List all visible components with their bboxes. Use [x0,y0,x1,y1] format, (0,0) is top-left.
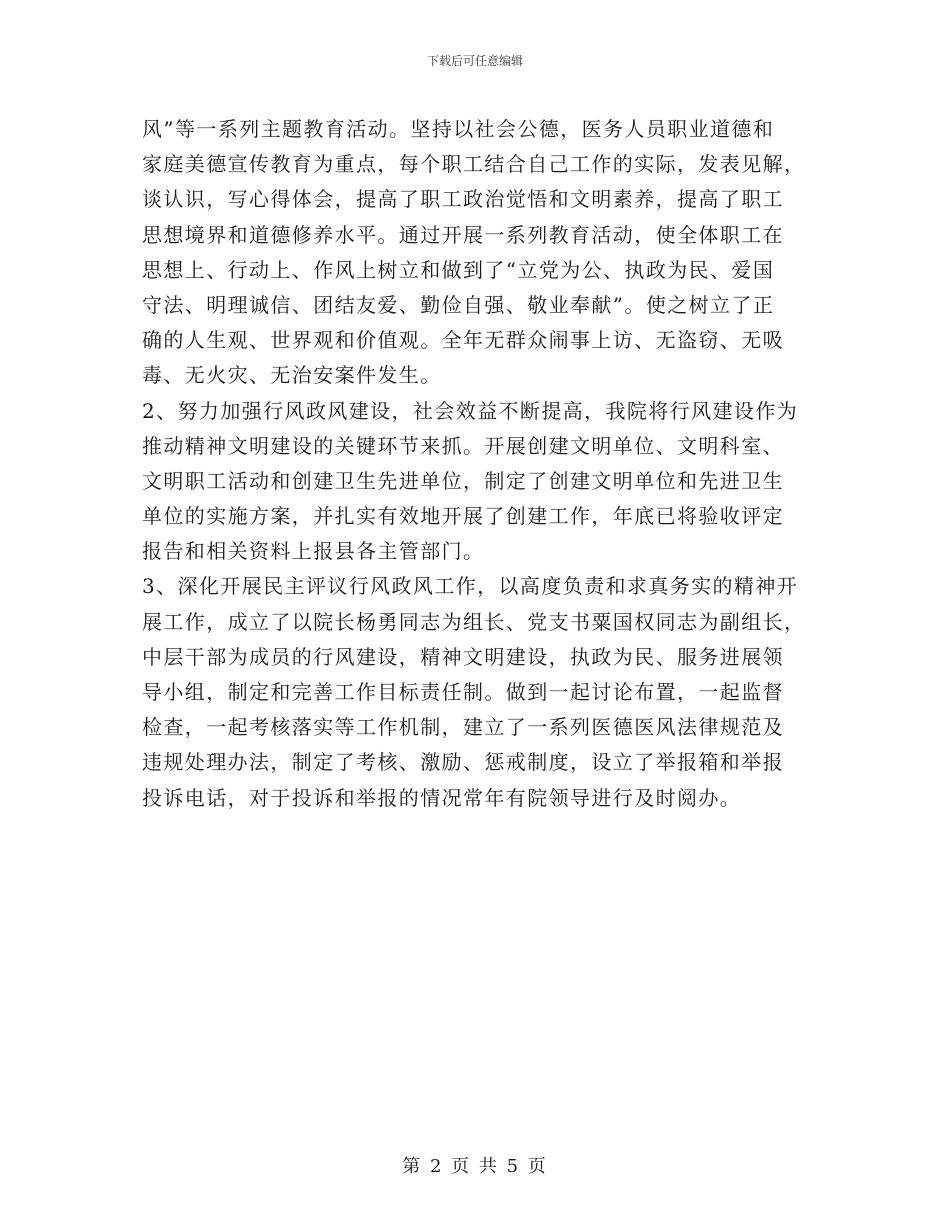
body-line: 确的人生观、世界观和价值观。全年无群众闹事上访、无盗窃、无吸 [142,328,784,353]
body-line: 风”等一系列主题教育活动。坚持以社会公德，医务人员职业道德和 [142,117,775,141]
body-line: 文明职工活动和创建卫生先进单位，制定了创建文明单位和先进卫生 [142,468,784,493]
body-line: 报告和相关资料上报县各主管部门。 [142,539,485,564]
body-line: 2、努力加强行风政风建设，社会效益不断提高，我院将行风建设作为 [142,398,799,423]
body-line: 推动精神文明建设的关键环节来抓。开展创建文明单位、文明科室、 [142,433,784,458]
body-line: 检查，一起考核落实等工作机制，建立了一系列医德医风法律规范及 [142,715,784,740]
page-header: 下载后可任意编辑 [426,54,523,68]
body-line: 3、深化开展民主评议行风政风工作，以高度负责和求真务实的精神开 [142,574,799,599]
body-line: 毒、无火灾、无治安案件发生。 [142,363,442,388]
body-line: 投诉电话，对于投诉和举报的情况常年有院领导进行及时阅办。 [142,785,742,810]
body-line: 思想上、行动上、作风上树立和做到了“立党为公、执政为民、爱国 [142,257,775,282]
body-line: 单位的实施方案，并扎实有效地开展了创建工作，年底已将验收评定 [142,504,784,529]
body-line: 家庭美德宣传教育为重点，每个职工结合自己工作的实际，发表见解， [142,152,806,177]
page-number: 第 2 页 共 5 页 [402,1156,548,1177]
body-line: 违规处理办法，制定了考核、激励、惩戒制度，设立了举报箱和举报 [142,750,784,775]
body-line: 思想境界和道德修养水平。通过开展一系列教育活动，使全体职工在 [142,222,784,247]
body-line: 中层干部为成员的行风建设，精神文明建设，执政为民、服务进展领 [142,644,784,669]
document-body [142,112,812,816]
body-line: 守法、明理诚信、团结友爱、勤俭自强、敬业奉献”。使之树立了正 [142,292,775,317]
body-line: 展工作，成立了以院长杨勇同志为组长、党支书粟国权同志为副组长， [142,609,806,634]
body-line: 谈认识，写心得体会，提高了职工政治觉悟和文明素养，提高了职工 [142,187,784,212]
body-line: 导小组，制定和完善工作目标责任制。做到一起讨论布置，一起监督 [142,680,784,704]
